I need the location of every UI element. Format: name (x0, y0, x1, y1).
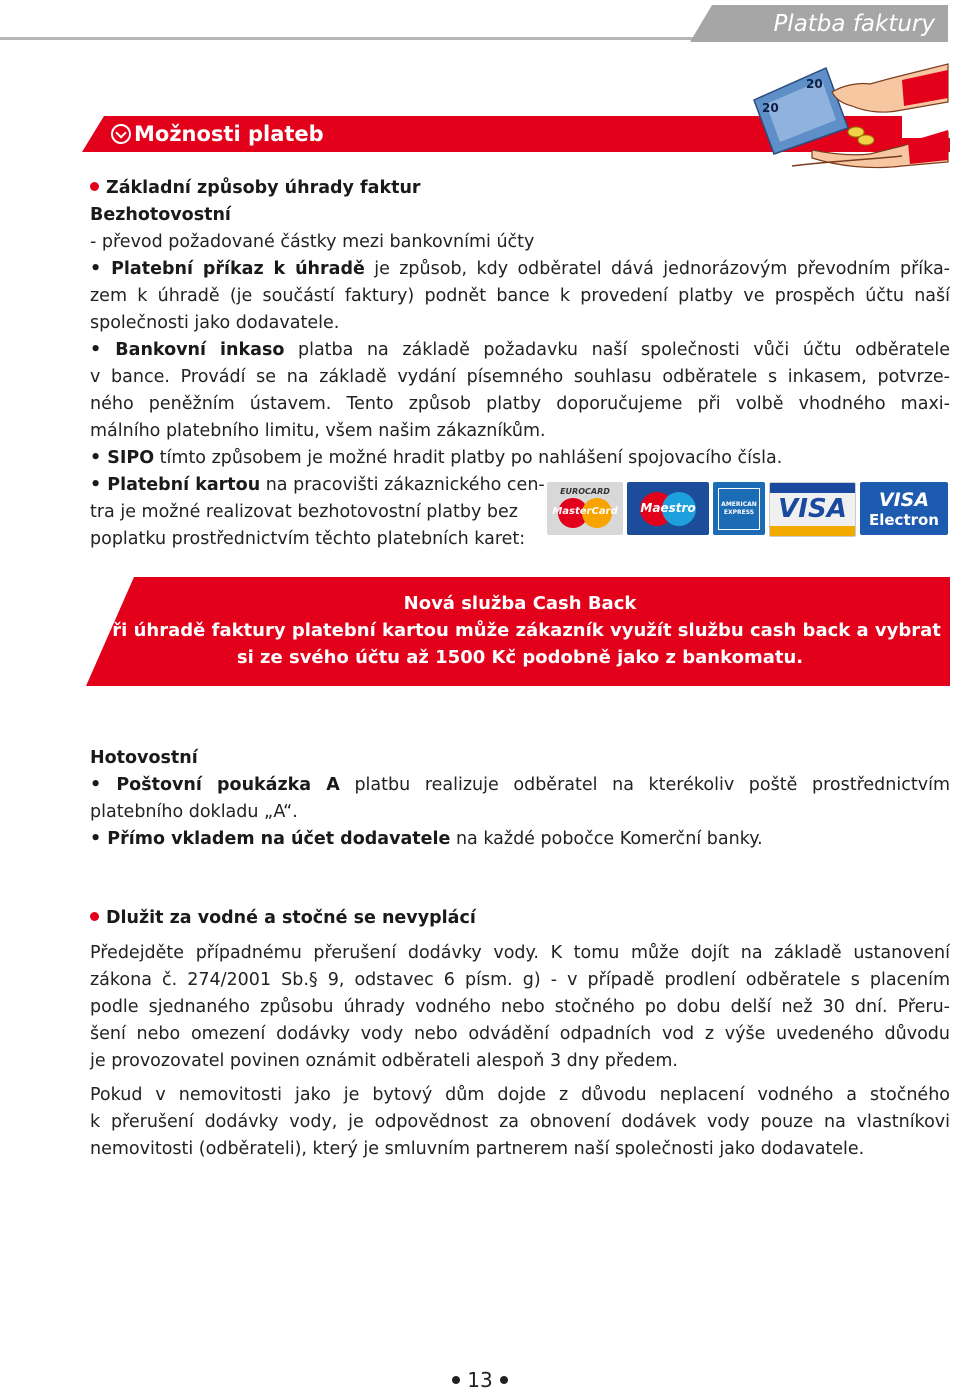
banknote-value-1: 20 (806, 77, 823, 91)
postal-line-2: platebního dokladu „A“. (90, 802, 298, 822)
header-title: Platba faktury (773, 11, 935, 37)
coin (858, 135, 874, 145)
cashback-line-2: si ze svého účtu až 1500 Kč podobně jako z bankomatu. (236, 647, 804, 668)
collection-line-4: málního platebního limitu, všem našim zákazníkům. (90, 421, 546, 441)
collection-line-3: ného peněžním ústavem. Tento způsob platby doporučujeme při volbě vhodného maxi- (90, 394, 950, 414)
debt-p2-line-3: nemovitosti (odběrateli), který je smluvním partnerem naší společnosti jako dodavatele. (90, 1139, 865, 1159)
debt-p1-line-2: zákona č. 274/2001 Sb.§ 9, odstavec 6 písm. g) - v případě prodlení odběratele s placením (90, 970, 950, 990)
visa-electron-logo (860, 482, 948, 535)
basic-heading: Základní způsoby úhrady faktur (90, 175, 950, 202)
sipo-line: • SIPO tímto způsobem je možné hradit platby po nahlášení spojovacího čísla. (90, 448, 783, 468)
payment-order-line-3: společnosti jako dodavatele. (90, 313, 340, 333)
cashback-title: Nová služba Cash Back (403, 593, 637, 614)
cash-heading: Hotovostní (90, 748, 198, 768)
card-line-1: • Platební kartou na pracovišti zákaznického cen- (90, 475, 545, 495)
payment-order-line-2: zem k úhradě (je součástí faktury) podnět bance k provedení platby ve prospěch účtu naší (90, 286, 950, 306)
cashless-heading: Bezhotovostní (90, 205, 231, 225)
payment-order-line-1: • Platební příkaz k úhradě je způsob, kdy odběratel dává jednorázovým převodním příka- (90, 259, 950, 279)
bullet-icon (90, 912, 99, 921)
deposit-line: • Přímo vkladem na účet dodavatele na každé pobočce Komerční banky. (90, 829, 763, 849)
bullet-icon (500, 1376, 508, 1384)
cashback-line-1: Při úhradě faktury platební kartou může zákazník využít službu cash back a vybrat (99, 620, 941, 641)
card-line-3: poplatku prostřednictvím těchto platebních karet: (90, 529, 526, 549)
maestro-logo (627, 482, 709, 535)
debt-p1-line-4: šení nebo omezení dodávky vody nebo odvádění odpadních vod z výše uvedeného důvodu (90, 1024, 950, 1044)
visa-label: VISA (778, 494, 847, 524)
banknote-hands-illustration (752, 62, 950, 172)
collection-line-2: v bance. Provádí se na základě vydání písemného souhlasu odběratele s inkasem, potvrze- (90, 367, 950, 387)
eurocard-label: EUROCARD (560, 487, 610, 496)
postal-line-1: • Poštovní poukázka A platbu realizuje odběratel na kterékoliv poště prostřednictvím (90, 775, 950, 795)
debt-p1-line-3: podle sjednaného způsobu úhrady vodného nebo stočného po dobu delší než 30 dní. Přeru- (90, 997, 950, 1017)
visa-electron-label-1: VISA (878, 488, 930, 511)
transfer-text: - převod požadované částky mezi bankovními účty (90, 232, 535, 252)
debt-p1-line-1: Předejděte případnému přerušení dodávky vody. K tomu může dojít na základě ustanovení (90, 943, 950, 963)
eurocard-mastercard-logo (547, 482, 623, 535)
debt-p2-line-2: k přerušení dodávky vody, je odpovědnost za obnovení dodávek vody pouze na vlastníkovi (90, 1112, 950, 1132)
debt-heading: Dlužit za vodné a stočné se nevyplácí (90, 905, 950, 932)
header-rule (0, 37, 700, 40)
bullet-icon (452, 1376, 460, 1384)
debt-p2-line-1: Pokud v nemovitosti jako je bytový dům dojde z důvodu neplacení vodného a stočného (90, 1085, 950, 1105)
banknote-value-2: 20 (762, 101, 779, 115)
visa-electron-label-2: Electron (868, 510, 939, 529)
mastercard-label: MasterCard (552, 506, 618, 517)
amex-label: AMERICAN EXPRESS (721, 500, 757, 516)
maestro-label: Maestro (640, 500, 696, 515)
section-title: Možnosti plateb (134, 122, 324, 146)
debt-p1-line-5: je provozovatel povinen oznámit odběrateli alespoň 3 dny předem. (90, 1051, 678, 1071)
page-number: 13 (430, 1367, 530, 1393)
amex-logo (713, 482, 765, 535)
visa-logo (769, 482, 856, 537)
bullet-icon (90, 182, 99, 191)
card-line-2: tra je možné realizovat bezhotovostní platby bez (90, 502, 518, 522)
collection-line-1: • Bankovní inkaso platba na základě požadavku naší společnosti vůči účtu odběratele (90, 340, 950, 360)
